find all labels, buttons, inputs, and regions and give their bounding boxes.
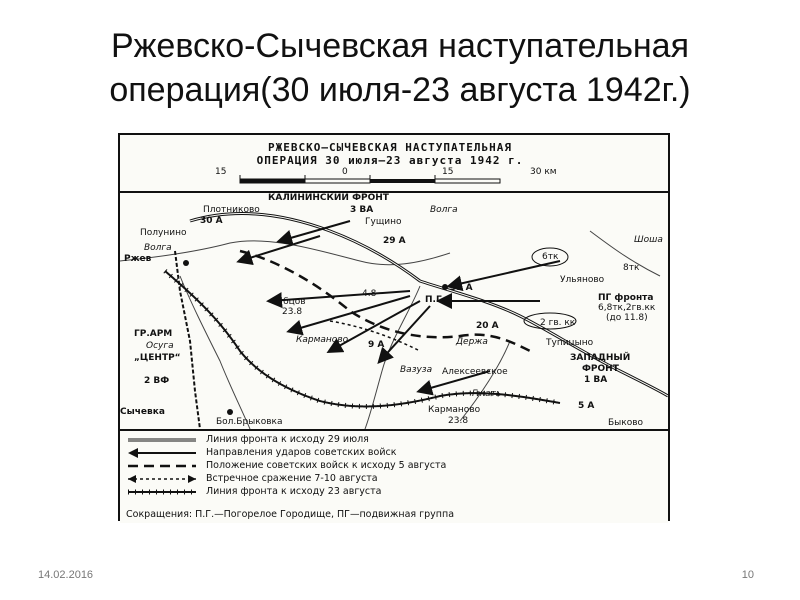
label-bol-brykovka: Бол.Брыковка (216, 417, 283, 427)
legend-item-front-29-july (126, 434, 666, 446)
railway-line (175, 251, 200, 429)
label-bykovo: Быково (608, 418, 644, 428)
label-31a: 31 А (450, 283, 473, 293)
legend-item-attack-directions (126, 447, 666, 459)
legend-item-front-23-august (126, 486, 666, 498)
label-2gv-kk: 2 гв. кк (540, 318, 576, 328)
label-gzhat-river: Гжать (472, 389, 502, 399)
label-shosha-river: Шоша (634, 235, 663, 245)
label-tupitsyno: Тупицыно (546, 338, 594, 348)
label-zubtsov: Зубцов (272, 297, 306, 307)
label-derzha-river: Держа (456, 337, 488, 347)
legend-label: Положение советских войск к исходу 5 августа (206, 460, 447, 471)
scale-label-15-right: 15 (442, 167, 454, 177)
label-pg-front-detail1: 6,8тк,2гв.кк (598, 303, 656, 313)
label-alekseevskoe: Алексеевское (442, 367, 508, 377)
legend-label: Встречное сражение 7-10 августа (206, 473, 378, 484)
label-volga-river-2: Волга (144, 243, 172, 253)
map-title-line2: ОПЕРАЦИЯ 30 июля–23 августа 1942 г. (256, 154, 524, 167)
label-date-4-8: 4.8 (362, 289, 377, 299)
label-30a: 30 А (200, 216, 223, 226)
label-sychevka: Сычевка (120, 407, 165, 417)
label-kalinin-front: КАЛИНИНСКИЙ ФРОНТ (268, 193, 389, 203)
label-2vf: 2 ВФ (144, 376, 170, 386)
label-gushchino: Гущино (365, 217, 402, 227)
label-gr-arm: ГР.АРМ (134, 329, 173, 339)
legend-abbreviations: Сокращения: П.Г.—Погорелое Городище, ПГ—подвижная группа (126, 509, 455, 520)
map-title-line1: РЖЕВСКО–СЫЧЕВСКАЯ НАСТУПАТЕЛЬНАЯ (268, 141, 512, 154)
map-figure (118, 133, 670, 521)
slide-date: 14.02.2016 (38, 569, 94, 581)
slide-title (40, 24, 760, 112)
label-rzhev: Ржев (124, 254, 152, 264)
label-karmanovo-date: 23.8 (448, 416, 469, 426)
label-vazuza-river: Вазуза (400, 365, 433, 375)
label-volga-river: Волга (430, 205, 458, 215)
legend-label: Линия фронта к исходу 23 августа (206, 486, 382, 497)
label-western-front-2: ФРОНТ (582, 364, 619, 374)
label-osuga-river: Осуга (146, 341, 174, 351)
legend-label: Направления ударов советских войск (206, 447, 397, 458)
map-header (120, 135, 668, 193)
label-9a: 9 А (368, 340, 385, 350)
label-8tk: 8тк (623, 263, 640, 273)
label-6tk: 6тк (542, 252, 559, 262)
label-1va: 1 ВА (584, 375, 608, 385)
slide-title-line1: Ржевско-Сычевская наступательная (110, 27, 690, 65)
scale-label-0: 0 (342, 167, 348, 177)
label-centr: „ЦЕНТР“ (134, 353, 181, 363)
label-pg-front: ПГ фронта (598, 293, 654, 303)
label-plotnikovo: Плотниково (203, 205, 260, 215)
scale-label-15-left: 15 (215, 167, 227, 177)
map-legend (120, 429, 668, 523)
scale-label-30: 30 км (530, 167, 557, 177)
label-ulyanovo: Ульяново (560, 275, 605, 285)
label-polunino: Полунино (140, 228, 187, 238)
slide-title-line2: операция(30 июля-23 августа 1942г.) (109, 71, 691, 109)
label-western-front: ЗАПАДНЫЙ (570, 353, 631, 363)
legend-item-positions-5-august (126, 460, 666, 472)
scale-bar (120, 135, 672, 191)
label-karmanovo: Карманово (428, 405, 481, 415)
slide-page-number: 10 (741, 569, 754, 581)
label-zubtsov-date: 23.8 (282, 307, 303, 317)
label-20a: 20 А (476, 321, 499, 331)
label-5a: 5 А (578, 401, 595, 411)
label-29a: 29 А (383, 236, 406, 246)
label-pg-front-detail2: (до 11.8) (606, 313, 648, 323)
label-karmanovo-road: Карманово (296, 335, 349, 345)
legend-item-counter-battle (126, 473, 666, 485)
label-3va: 3 ВА (350, 205, 374, 215)
legend-label: Линия фронта к исходу 29 июля (206, 434, 369, 445)
label-pg: П.Г. (425, 295, 446, 305)
